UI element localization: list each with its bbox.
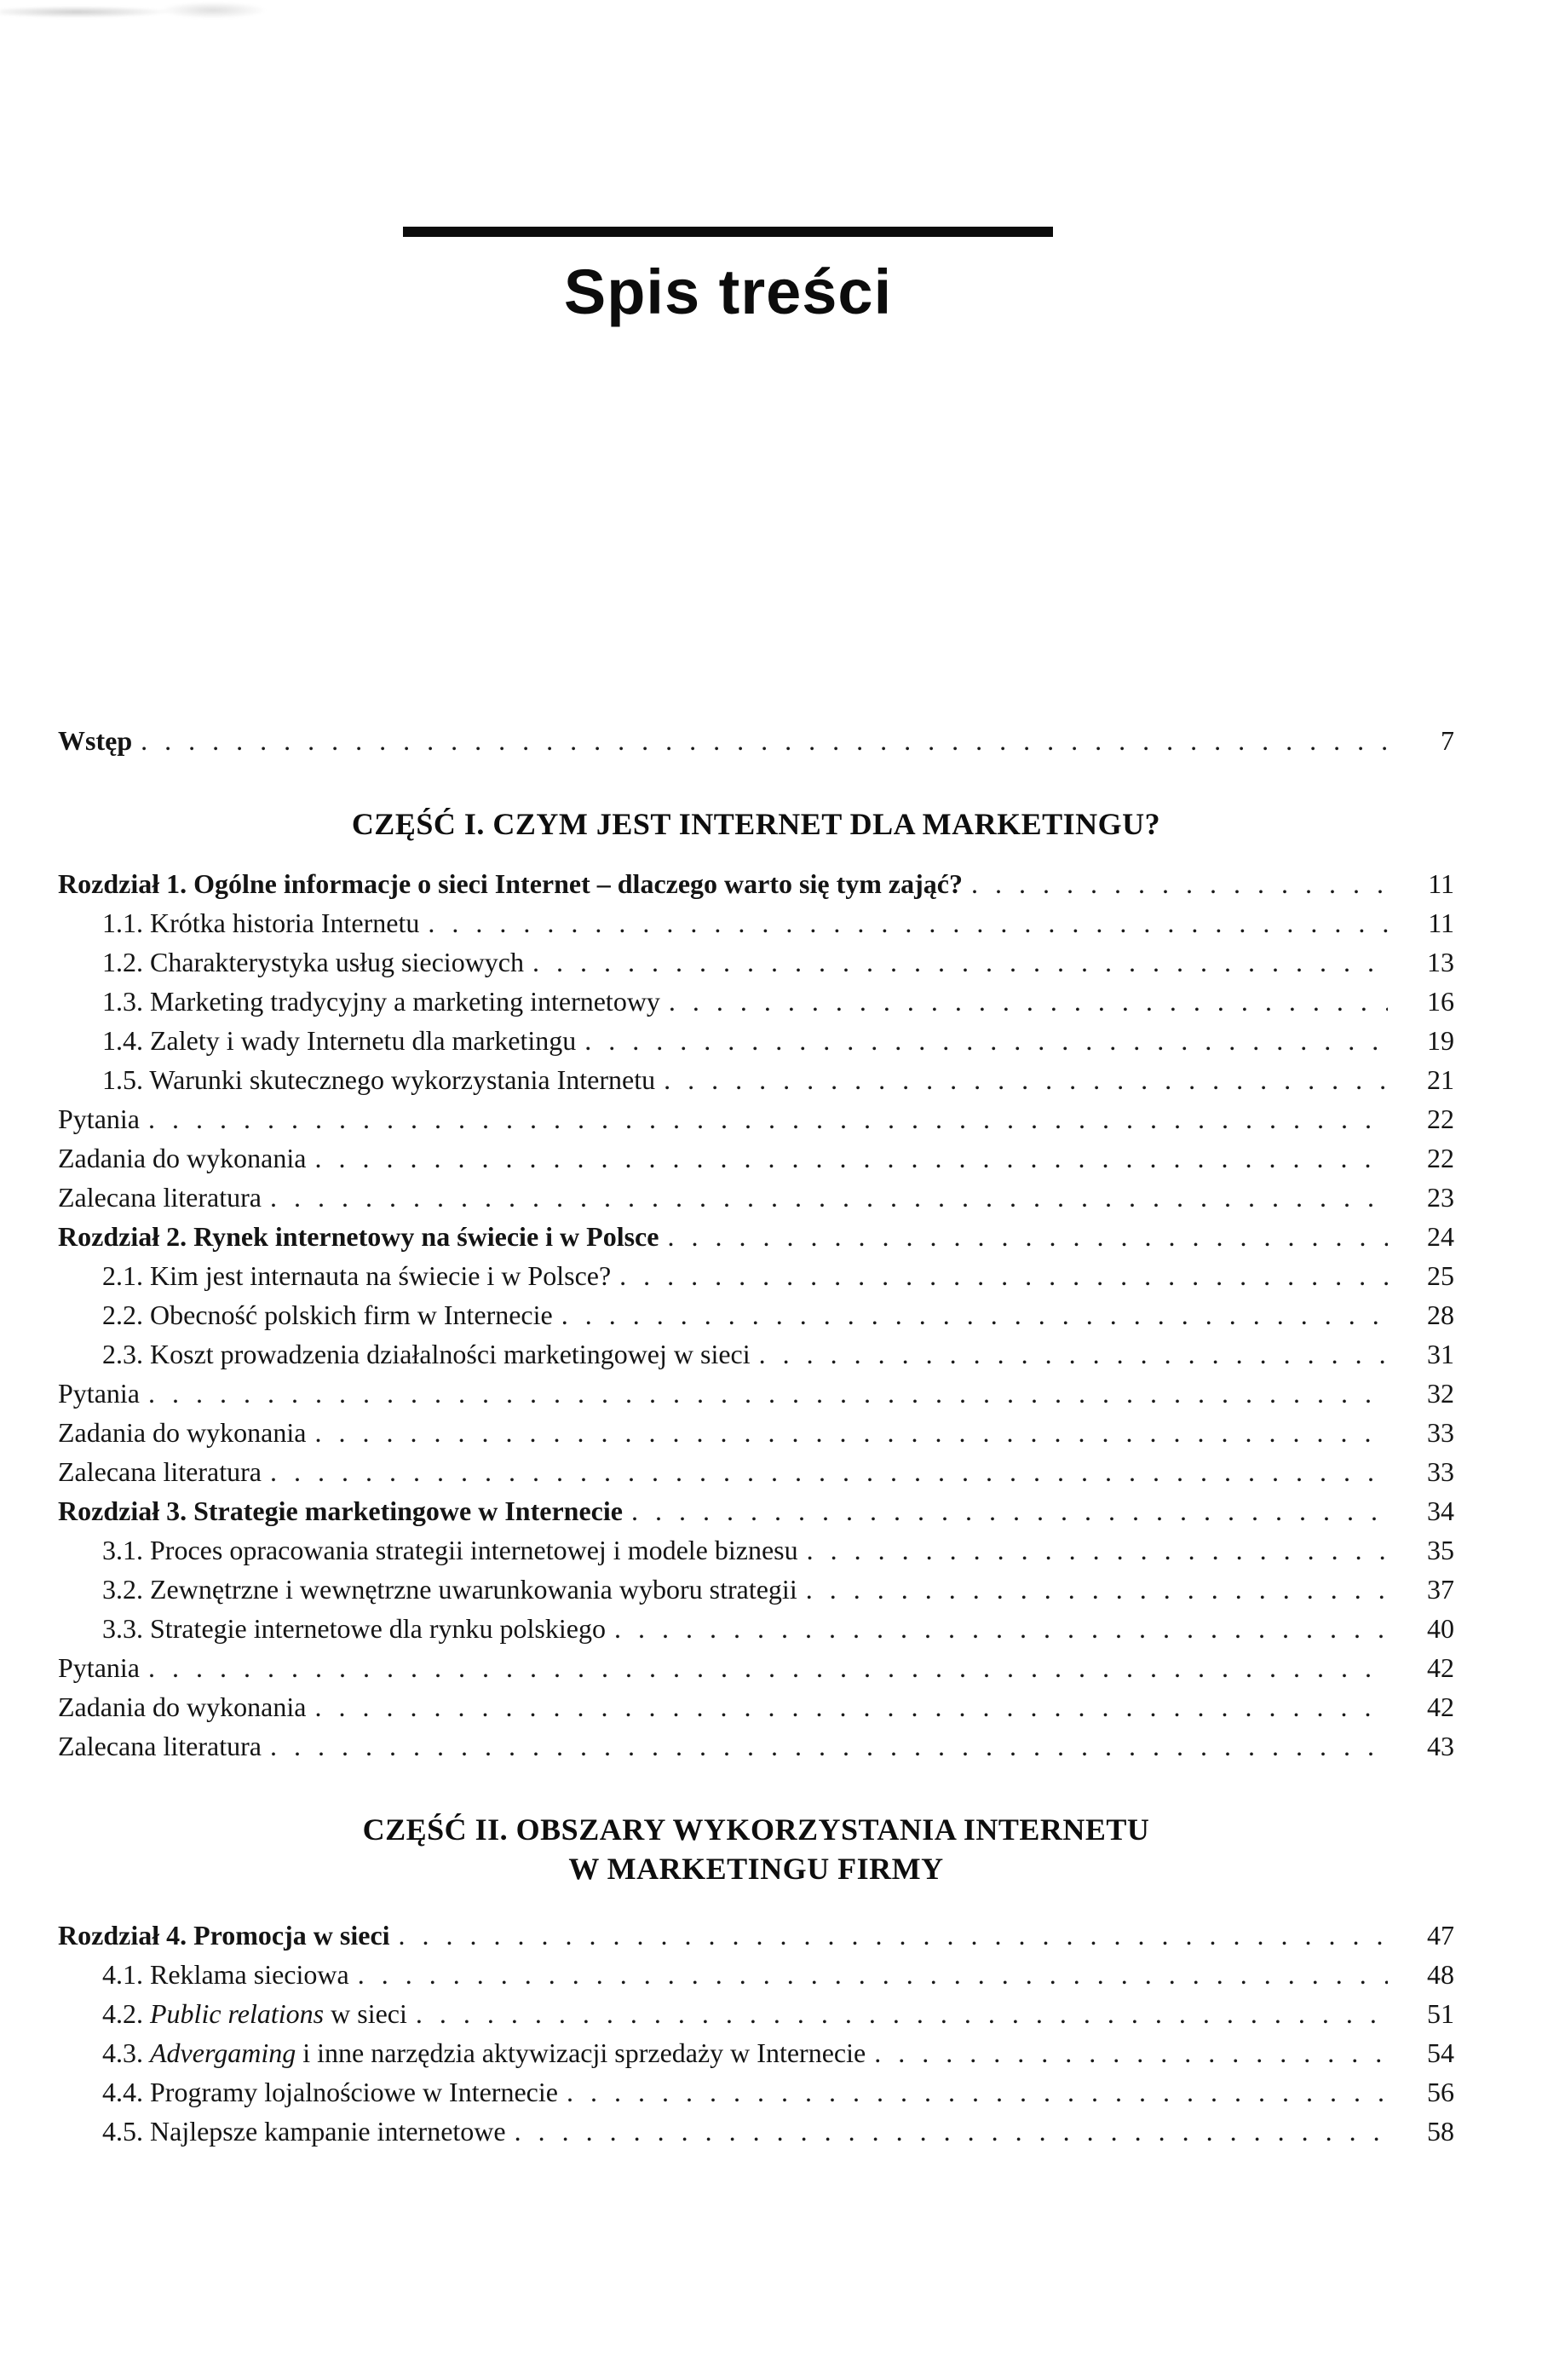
dot-leader (631, 1491, 1388, 1530)
toc-entry (58, 1452, 1454, 1491)
toc-entry (58, 1530, 1454, 1570)
part-heading-line: CZĘŚĆ I. CZYM JEST INTERNET DLA MARKETINGU? (351, 807, 1161, 841)
dot-leader (669, 982, 1388, 1021)
dot-leader (428, 903, 1388, 942)
toc-entry-label-segment: Pytania (58, 1652, 140, 1683)
part-heading-line: CZĘŚĆ II. OBSZARY WYKORZYSTANIA INTERNETU (362, 1812, 1150, 1847)
toc-entry-page: 28 (1427, 1299, 1454, 1330)
toc-entry (58, 2112, 1454, 2151)
toc-entry-label (58, 1178, 262, 1217)
toc-entry (58, 864, 1454, 903)
dot-leader (270, 1726, 1388, 1766)
toc-entry (58, 1060, 1454, 1099)
toc-entry (58, 1609, 1454, 1648)
toc-entry-label-segment: 4.2. (102, 1998, 150, 2029)
dot-leader (314, 1138, 1388, 1178)
toc-entry (58, 2033, 1454, 2072)
dot-leader (667, 1217, 1388, 1256)
part-heading (58, 1810, 1454, 1888)
toc-entry-page: 13 (1427, 947, 1454, 977)
toc-entry (58, 1374, 1454, 1413)
toc-entry (58, 903, 1454, 942)
toc-entry-label-segment: Advergaming (150, 2037, 296, 2068)
toc-entry-page: 23 (1427, 1182, 1454, 1213)
toc-entry (58, 1334, 1454, 1374)
toc-entry-label (102, 942, 524, 982)
dot-leader (561, 1295, 1388, 1334)
toc-entry-page: 21 (1427, 1064, 1454, 1095)
toc-entry-label-segment: Zalecana literatura (58, 1456, 262, 1487)
dot-leader (614, 1609, 1388, 1648)
dot-leader (314, 1413, 1388, 1452)
toc-entry-page: 34 (1427, 1495, 1454, 1526)
toc-entry-label-segment: 3.3. Strategie internetowe dla rynku polskiego (102, 1613, 606, 1644)
dot-leader (141, 721, 1388, 760)
toc-entry-page: 33 (1427, 1417, 1454, 1448)
toc-entry-label (58, 1726, 262, 1766)
toc-entry-label-segment: w sieci (324, 1998, 407, 2029)
toc-entry (58, 1413, 1454, 1452)
toc-entry-label (102, 1530, 798, 1570)
dot-leader (148, 1648, 1388, 1687)
toc-entry (58, 982, 1454, 1021)
toc-entry-label (58, 1374, 140, 1413)
toc-entry-label-segment: 1.1. Krótka historia Internetu (102, 908, 420, 938)
toc-entry-label (58, 1452, 262, 1491)
toc-entry-page: 19 (1427, 1025, 1454, 1056)
toc-entry (58, 1491, 1454, 1530)
toc-entry-label-segment: 4.1. Reklama sieciowa (102, 1959, 349, 1990)
toc-entry (58, 1138, 1454, 1178)
toc-entry-label-segment: 1.5. Warunki skutecznego wykorzystania Internetu (102, 1064, 656, 1095)
toc-entry-label-segment: 1.4. Zalety i wady Internetu dla marketingu (102, 1025, 577, 1056)
dot-leader (807, 1530, 1388, 1570)
dot-leader (148, 1374, 1388, 1413)
toc-entry-label-segment: Zalecana literatura (58, 1731, 262, 1761)
toc-list (58, 721, 1454, 2151)
toc-entry-label-segment: Zadania do wykonania (58, 1691, 307, 1722)
dot-leader (806, 1570, 1388, 1609)
toc-entry-page: 42 (1427, 1652, 1454, 1683)
toc-entry-label (58, 1648, 140, 1687)
toc-entry-label (58, 721, 132, 760)
toc-entry-page: 11 (1428, 908, 1454, 938)
toc-entry-label (102, 2112, 506, 2151)
dot-leader (759, 1334, 1388, 1374)
title-rule-divider (403, 227, 1053, 237)
toc-entry-page: 35 (1427, 1535, 1454, 1565)
scan-noise-artifact (0, 2, 281, 36)
toc-entry (58, 1256, 1454, 1295)
toc-entry-label-segment: 2.1. Kim jest internauta na świecie i w Polsce? (102, 1260, 612, 1291)
toc-entry-label-segment: Zalecana literatura (58, 1182, 262, 1213)
toc-entry-label (58, 1413, 306, 1452)
page-title: Spis treści (563, 256, 893, 327)
dot-leader (314, 1687, 1388, 1726)
toc-entry (58, 1687, 1454, 1726)
toc-entry-label (102, 903, 419, 942)
toc-entry-page: 25 (1427, 1260, 1454, 1291)
toc-entry-page: 37 (1427, 1574, 1454, 1605)
toc-entry-page: 22 (1427, 1104, 1454, 1134)
toc-entry-label-segment: 3.1. Proces opracowania strategii internetowej i modele biznesu (102, 1535, 798, 1565)
toc-entry-page: 33 (1427, 1456, 1454, 1487)
toc-entry-page: 7 (1441, 725, 1454, 756)
toc-entry-label-segment: 1.2. Charakterystyka usług sieciowych (102, 947, 524, 977)
toc-entry-label-segment: 3.2. Zewnętrzne i wewnętrzne uwarunkowania wyboru strategii (102, 1574, 797, 1605)
toc-entry-label-segment: 2.3. Koszt prowadzenia działalności marketingowej w sieci (102, 1339, 751, 1369)
part-heading (58, 804, 1454, 844)
toc-entry-label (102, 1994, 407, 2033)
toc-entry-label (58, 1099, 140, 1138)
toc-entry-label (102, 2072, 558, 2112)
toc-entry-label (102, 1060, 655, 1099)
toc-entry-label-segment: Rozdział 2. Rynek internetowy na świecie i w Polsce (58, 1221, 659, 1252)
toc-entry-label-segment: Rozdział 3. Strategie marketingowe w Internecie (58, 1495, 623, 1526)
toc-entry (58, 942, 1454, 982)
toc-entry-page: 40 (1427, 1613, 1454, 1644)
toc-entry-label-segment: 4.4. Programy lojalnościowe w Internecie (102, 2077, 558, 2107)
dot-leader (664, 1060, 1388, 1099)
toc-entry-label (102, 982, 660, 1021)
toc-entry-label (102, 1021, 576, 1060)
dot-leader (971, 864, 1388, 903)
toc-entry-label-segment: 4.3. (102, 2037, 150, 2068)
toc-entry (58, 1295, 1454, 1334)
toc-entry-page: 42 (1427, 1691, 1454, 1722)
toc-entry-label (102, 1295, 553, 1334)
dot-leader (416, 1994, 1388, 2033)
toc-entry-label-segment: Pytania (58, 1378, 140, 1409)
toc-entry (58, 1916, 1454, 1955)
toc-entry (58, 1021, 1454, 1060)
toc-entry-label-segment: Zadania do wykonania (58, 1143, 307, 1173)
toc-entry-page: 16 (1427, 986, 1454, 1017)
toc-entry (58, 1178, 1454, 1217)
toc-entry-label (58, 1687, 306, 1726)
toc-entry-page: 48 (1427, 1959, 1454, 1990)
toc-entry-label (58, 1138, 306, 1178)
toc-entry-page: 11 (1428, 868, 1454, 899)
dot-leader (270, 1452, 1388, 1491)
toc-entry-label (102, 2033, 866, 2072)
toc-entry-label-segment: 2.2. Obecność polskich firm w Internecie (102, 1299, 553, 1330)
dot-leader (270, 1178, 1388, 1217)
toc-entry-page: 22 (1427, 1143, 1454, 1173)
toc-entry (58, 1099, 1454, 1138)
toc-entry-label-segment: Pytania (58, 1104, 140, 1134)
toc-entry-label-segment: Public relations (150, 1998, 325, 2029)
dot-leader (358, 1955, 1388, 1994)
part-heading-line: W MARKETINGU FIRMY (568, 1852, 944, 1886)
toc-entry-label (102, 1609, 606, 1648)
toc-entry-label-segment: Wstęp (58, 725, 133, 756)
toc-entry-page: 32 (1427, 1378, 1454, 1409)
toc-entry (58, 1726, 1454, 1766)
dot-leader (584, 1021, 1388, 1060)
toc-entry-label (102, 1334, 751, 1374)
toc-entry-label-segment: 4.5. Najlepsze kampanie internetowe (102, 2116, 506, 2147)
toc-entry-page: 24 (1427, 1221, 1454, 1252)
dot-leader (532, 942, 1388, 982)
toc-entry-label (58, 864, 963, 903)
toc-entry (58, 721, 1454, 760)
dot-leader (874, 2033, 1388, 2072)
toc-entry-page: 51 (1427, 1998, 1454, 2029)
toc-entry-page: 56 (1427, 2077, 1454, 2107)
toc-entry (58, 2072, 1454, 2112)
toc-entry-page: 47 (1427, 1920, 1454, 1951)
toc-entry-label (102, 1256, 611, 1295)
toc-entry-page: 31 (1427, 1339, 1454, 1369)
toc-entry-page: 43 (1427, 1731, 1454, 1761)
toc-entry-label-segment: 1.3. Marketing tradycyjny a marketing internetowy (102, 986, 660, 1017)
dot-leader (567, 2072, 1388, 2112)
toc-entry-label (102, 1955, 349, 1994)
dot-leader (515, 2112, 1388, 2151)
dot-leader (619, 1256, 1388, 1295)
toc-entry-label-segment: Rozdział 1. Ogólne informacje o sieci Internet – dlaczego warto się tym zająć? (58, 868, 963, 899)
toc-entry-label (102, 1570, 797, 1609)
toc-entry-page: 58 (1427, 2116, 1454, 2147)
dot-leader (148, 1099, 1388, 1138)
toc-entry (58, 1217, 1454, 1256)
toc-entry-label (58, 1916, 390, 1955)
toc-entry (58, 1955, 1454, 1994)
toc-entry-page: 54 (1427, 2037, 1454, 2068)
dot-leader (399, 1916, 1388, 1955)
toc-entry-label-segment: Rozdział 4. Promocja w sieci (58, 1920, 390, 1951)
toc-entry-label-segment: Zadania do wykonania (58, 1417, 307, 1448)
toc-entry-label (58, 1491, 623, 1530)
toc-entry-label (58, 1217, 659, 1256)
toc-entry-label-segment: i inne narzędzia aktywizacji sprzedaży w Internecie (296, 2037, 866, 2068)
toc-entry (58, 1570, 1454, 1609)
toc-entry (58, 1994, 1454, 2033)
toc-entry (58, 1648, 1454, 1687)
